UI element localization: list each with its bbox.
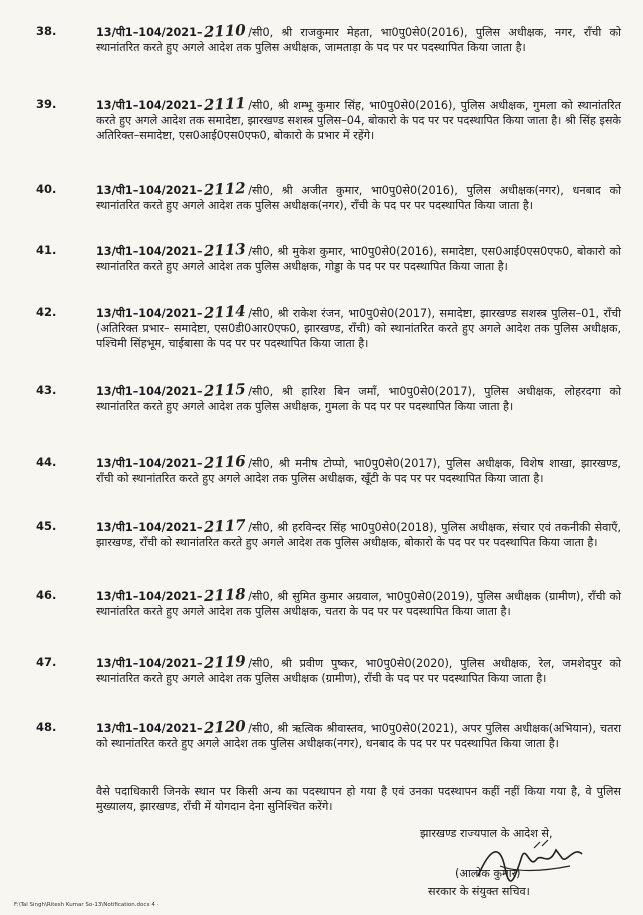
entry-ref: 13/पी1–104/2021–	[96, 26, 203, 39]
handwritten-number: 2118	[204, 584, 247, 606]
handwritten-number: 2113	[204, 239, 247, 261]
entry-ref: 13/पी1–104/2021–	[96, 184, 203, 197]
entry-number: 43.	[36, 383, 57, 397]
handwritten-number: 2111	[204, 93, 247, 115]
entry-ref: 13/पी1–104/2021–	[96, 722, 203, 735]
entry-38	[36, 20, 621, 55]
entry-41	[36, 239, 621, 274]
officer-name: (आलोक कुमार)	[455, 867, 521, 880]
entry-39	[36, 93, 621, 143]
entry-text: /सी0, श्री राकेश रंजन, भा0पु0से0(2017), समादेष्टा, झारखण्ड सशस्त्र पुलिस–01, राँची (अतिरिक्त प्रभार– समादेष्टा, एस0डी0आर0एफ0, झारखण्ड, राँची) को स्थानांतरित करते हुए अगले आदेश तक पुलिस अधीक्षक, पश्चिमी सिंहभूम, चाईबासा के पद पर पर पदस्थापित किया जाता है।	[96, 307, 621, 350]
entry-46	[36, 584, 621, 619]
entry-number: 45.	[36, 519, 57, 533]
entry-text: /सी0, श्री मुकेश कुमार, भा0पु0से0(2016), समादेष्टा, एस0आई0एस0एफ0, बोकारो को स्थानांतरित करते हुए अगले आदेश तक पुलिस अधीक्षक, गोड्डा के पद पर पर पदस्थापित किया जाता है।	[96, 245, 621, 273]
handwritten-number: 2114	[204, 301, 247, 323]
entry-number: 40.	[36, 182, 57, 196]
entry-ref: 13/पी1–104/2021–	[96, 521, 203, 534]
entry-text: /सी0, श्री ऋत्विक श्रीवास्तव, भा0पु0से0(2021), अपर पुलिस अधीक्षक(अभियान), चतरा को स्थानांतरित करते हुए अगले आदेश तक पुलिस अधीक्षक(नगर), धनबाद के पद पर पर पदस्थापित किया जाता है।	[96, 722, 621, 750]
entry-ref: 13/पी1–104/2021–	[96, 385, 203, 398]
entry-47	[36, 651, 621, 686]
handwritten-number: 2112	[204, 178, 247, 200]
officer-designation: सरकार के संयुक्त सचिव।	[428, 885, 530, 898]
handwritten-number: 2119	[204, 651, 247, 673]
entry-44	[36, 451, 621, 486]
handwritten-number: 2110	[204, 20, 247, 42]
entry-ref: 13/पी1–104/2021–	[96, 657, 203, 670]
entry-number: 39.	[36, 97, 57, 111]
file-path-footer: F:\Tal Singh\Ritesh Kumar So-13\Notification.docx 4 ·	[14, 902, 159, 908]
entry-number: 48.	[36, 720, 57, 734]
entry-number: 47.	[36, 655, 57, 669]
entry-ref: 13/पी1–104/2021–	[96, 590, 203, 603]
entry-number: 38.	[36, 24, 57, 38]
entry-48	[36, 716, 621, 751]
entry-text: /सी0, श्री हारिश बिन जमाँ, भा0पु0से0(2017), पुलिस अधीक्षक, लोहरदगा को स्थानांतरित करते हुए अगले आदेश तक पुलिस अधीक्षक, गुमला के पद पर पर पदस्थापित किया जाता है।	[96, 385, 621, 413]
entry-ref: 13/पी1–104/2021–	[96, 457, 203, 470]
order-line: झारखण्ड राज्यपाल के आदेश से,	[420, 827, 553, 840]
handwritten-number: 2115	[204, 379, 247, 401]
entry-ref: 13/पी1–104/2021–	[96, 245, 203, 258]
entry-text: /सी0, श्री सुमित कुमार अग्रवाल, भा0पु0से0(2019), पुलिस अधीक्षक (ग्रामीण), राँची को स्थानांतरित करते हुए अगले आदेश तक पुलिस अधीक्षक, चतरा के पद पर पर पदस्थापित किया जाता है।	[96, 590, 621, 618]
entry-text: /सी0, श्री राजकुमार मेहता, भा0पु0से0(2016), पुलिस अधीक्षक, नगर, राँची को स्थानांतरित करते हुए अगले आदेश तक पुलिस अधीक्षक, जामताड़ा के पद पर पर पदस्थापित किया जाता है।	[96, 26, 621, 54]
entry-45	[36, 515, 621, 550]
entry-ref: 13/पी1–104/2021–	[96, 99, 203, 112]
entry-text: /सी0, श्री मनीष टोप्पो, भा0पु0से0(2017), पुलिस अधीक्षक, विशेष शाखा, झारखण्ड, राँची को स्थानांतरित करते हुए अगले आदेश तक पुलिस अधीक्षक, खूँटी के पद पर पर पदस्थापित किया जाता है।	[96, 457, 621, 485]
handwritten-number: 2117	[204, 515, 247, 537]
entry-43	[36, 379, 621, 414]
entry-ref: 13/पी1–104/2021–	[96, 307, 203, 320]
entry-text: /सी0, श्री प्रवीण पुष्कर, भा0पु0से0(2020), पुलिस अधीक्षक, रेल, जमशेदपुर को स्थानांतरित करते हुए अगले आदेश तक पुलिस अधीक्षक (ग्रामीण), राँची के पद पर पर पदस्थापित किया जाता है।	[96, 657, 621, 685]
entry-text: /सी0, श्री अजीत कुमार, भा0पु0से0(2016), पुलिस अधीक्षक(नगर), धनबाद को स्थानांतरित करते हुए अगले आदेश तक पुलिस अधीक्षक(नगर), राँची के पद पर पर पदस्थापित किया जाता है।	[96, 184, 621, 212]
entry-number: 46.	[36, 588, 57, 602]
entry-number: 42.	[36, 305, 57, 319]
entry-number: 41.	[36, 243, 57, 257]
entry-40	[36, 178, 621, 213]
entry-text: /सी0, श्री शम्भू कुमार सिंह, भा0पु0से0(2016), पुलिस अधीक्षक, गुमला को स्थानांतरित करते हुए अगले आदेश तक समादेष्टा, झारखण्ड सशस्त्र पुलिस–04, बोकारो के पद पर पर पदस्थापित किया जाता है। श्री सिंह इसके अतिरिक्त–समादेष्टा, एस0आई0एस0एफ0, बोकारो के प्रभार में रहेंगे।	[96, 99, 621, 142]
handwritten-number: 2120	[204, 716, 247, 738]
entry-42	[36, 301, 621, 351]
closing-paragraph: वैसे पदाधिकारी जिनके स्थान पर किसी अन्य का पदस्थापन हो गया है एवं उनका पदस्थापन कहीं नहीं किया गया है, वे पुलिस मुख्यालय, झारखण्ड, राँची में योगदान देना सुनिश्चित करेंगे।	[96, 785, 621, 813]
handwritten-number: 2116	[204, 451, 247, 473]
entry-number: 44.	[36, 455, 57, 469]
entry-text: /सी0, श्री हरविन्दर सिंह भा0पु0से0(2018), पुलिस अधीक्षक, संचार एवं तकनीकी सेवाएँ, झारखण्ड, राँची को स्थानांतरित करते हुए अगले आदेश तक पुलिस अधीक्षक, बोकारो के पद पर पर पदस्थापित किया जाता है।	[96, 521, 621, 549]
